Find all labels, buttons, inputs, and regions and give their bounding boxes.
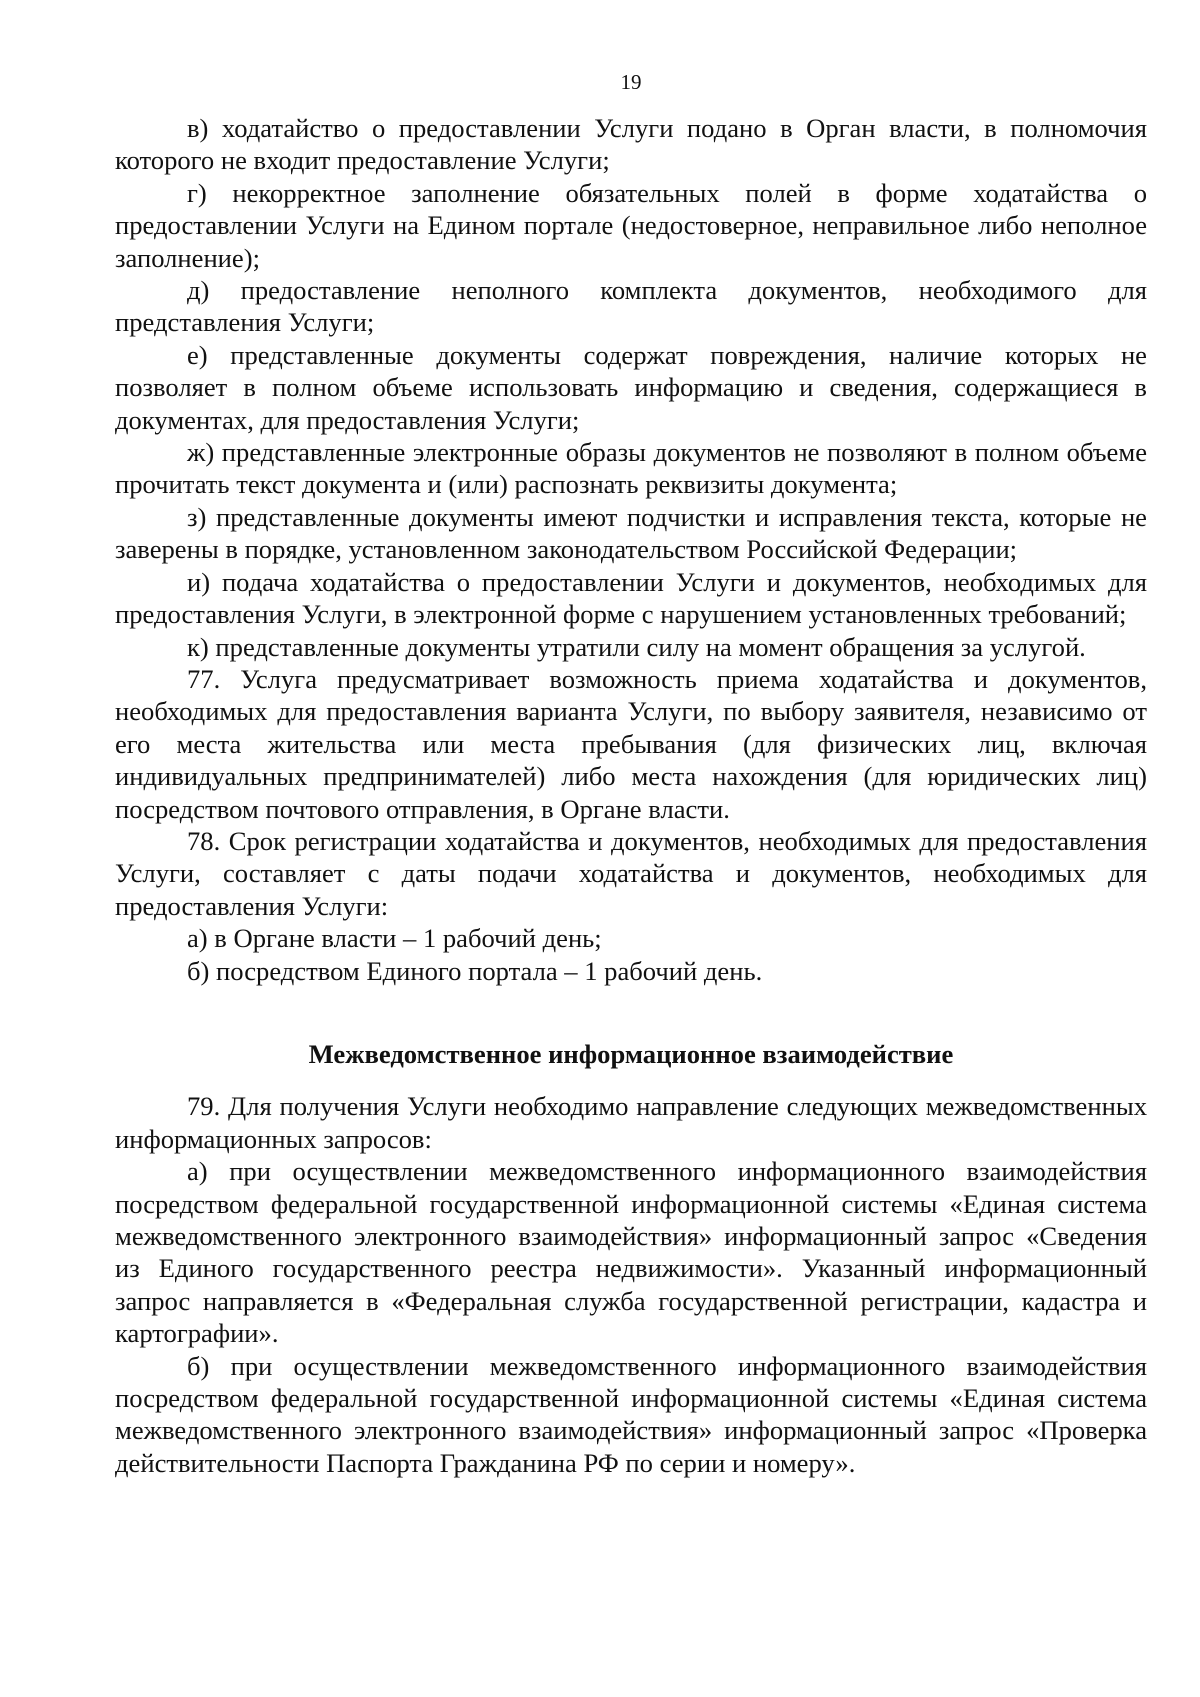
- paragraph-79: 79. Для получения Услуги необходимо направление следующих межведомственных информационных запросов:: [115, 1091, 1147, 1154]
- paragraph-item-e: е) представленные документы содержат повреждения, наличие которых не позволяет в полном объеме использовать информацию и сведения, содержащиеся в документах, для предоставления Услуги;: [115, 339, 1147, 435]
- paragraph-78: 78. Срок регистрации ходатайства и документов, необходимых для предоставления Услуги, составляет с даты подачи ходатайства и документов, необходимых для предоставления Услуги:: [115, 825, 1147, 921]
- paragraph-79-item-b: б) при осуществлении межведомственного информационного взаимодействия посредством федеральной государственной информационной системы «Единая система межведомственного электронного взаимодействия» информационный запрос «Проверка действительности Паспорта Гражданина РФ по серии и номеру».: [115, 1350, 1147, 1478]
- paragraph-77: 77. Услуга предусматривает возможность приема ходатайства и документов, необходимых для предоставления варианта Услуги, по выбору заявителя, независимо от его места жительства или места пребывания (для физических лиц, включая индивидуальных предпринимателей) либо места нахождения (для юридических лиц) посредством почтового отправления, в Органе власти.: [115, 663, 1147, 824]
- paragraph-item-d: д) предоставление неполного комплекта документов, необходимого для представления Услуги;: [115, 275, 1147, 338]
- paragraph-item-zh: ж) представленные электронные образы документов не позволяют в полном объеме прочитать текст документа и (или) распознать реквизиты документа;: [115, 437, 1147, 500]
- paragraph-78-item-a: а) в Органе власти – 1 рабочий день;: [187, 923, 602, 954]
- paragraph-item-g: г) некорректное заполнение обязательных полей в форме ходатайства о предоставлении Услуги на Едином портале (недостоверное, неправильное либо неполное заполнение);: [115, 177, 1147, 273]
- paragraph-item-v: в) ходатайство о предоставлении Услуги подано в Орган власти, в полномочия которого не входит предоставление Услуги;: [115, 113, 1147, 176]
- paragraph-78-item-b: б) посредством Единого портала – 1 рабочий день.: [187, 955, 763, 986]
- paragraph-79-item-a: а) при осуществлении межведомственного информационного взаимодействия посредством федеральной государственной информационной системы «Единая система межведомственного электронного взаимодействия» информационный запрос «Сведения из Единого государственного реестра недвижимости». Указанный информационный запрос направляется в «Федеральная служба государственной регистрации, кадастра и картографии».: [115, 1156, 1147, 1349]
- section-heading: Межведомственное информационное взаимодействие: [308, 1038, 954, 1069]
- section-spacer: [115, 987, 1147, 1038]
- paragraph-item-z: з) представленные документы имеют подчистки и исправления текста, которые не заверены в порядке, установленном законодательством Российской Федерации;: [115, 501, 1147, 565]
- paragraph-item-k: к) представленные документы утратили силу на момент обращения за услугой.: [187, 631, 1086, 662]
- paragraph-item-i: и) подача ходатайства о предоставлении Услуги и документов, необходимых для предоставления Услуги, в электронной форме с нарушением установленных требований;: [115, 566, 1147, 630]
- heading-spacer: [115, 1070, 1147, 1090]
- page-number: 19: [620, 70, 642, 94]
- document-body: [115, 112, 1147, 1479]
